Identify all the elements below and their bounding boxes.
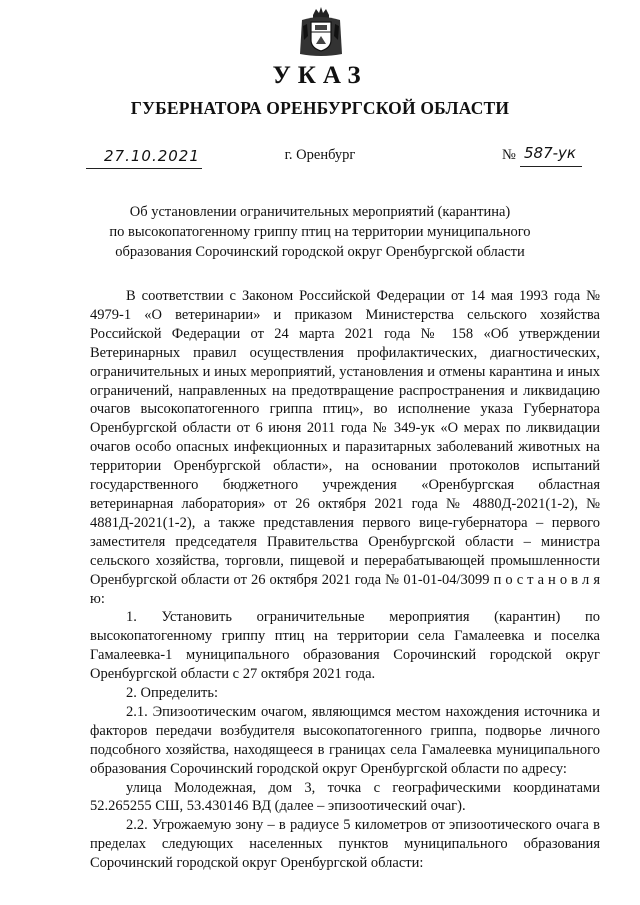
decree-number-label: №	[502, 147, 516, 163]
orenburg-coat-of-arms-icon	[298, 6, 344, 58]
decree-city: г. Оренбург	[284, 147, 356, 163]
clause-1: 1. Установить ограничительные мероприятия (карантин) по высокопатогенному гриппу птиц на территории села Гамалеевка и поселка Гамалеевка-1 муниципального образования Сорочинский городской округ Оренбургской области с 27 октября 2021 года.	[90, 609, 600, 683]
clause-2-1-address: улица Молодежная, дом 3, точка с географическими координатами 52.265255 СШ, 53.430146 ВД (далее – эпизоотический очаг).	[90, 779, 600, 815]
preamble-paragraph: В соответствии с Законом Российской Федерации от 14 мая 1993 года № 4979-1 «О ветеринарии» и приказом Министерства сельского хозяйства Российской Федерации от 24 марта 2021 года № 158 «Об утверждении Ветеринарных правил осуществления профилактических, диагностических, ограничительных и иных мероприятий, установления и отмены карантина и иных ограничений, направленных на предотвращение распространения и ликвидацию очагов высокопатогенного гриппа птиц», во исполнение указа Губернатора Оренбургской области от 6 июня 2011 года № 349-ук «О мерах по ликвидации очагов особо опасных инфекционных и паразитарных заболеваний животных на территории Оренбургской области», на основании протоколов испытаний государственного бюджетного учреждения «Оренбургская областная ветеринарная лаборатория» от 26 октября 2021 года № 4880Д-2021(1-2), № 4881Д-2021(1-2), а также представления первого вице-губернатора – первого заместителя председателя Правительства Оренбургской области – министра сельского хозяйства, торговли, пищевой и перерабатывающей промышленности Оренбургской области от 26 октября 2021 года № 01-01-04/3099 п о с т а н о в л я ю:	[90, 288, 600, 607]
clause-2: 2. Определить:	[126, 685, 219, 702]
document-title: УКАЗ	[272, 62, 368, 89]
number-underline	[520, 166, 582, 167]
document-subtitle: ГУБЕРНАТОРА ОРЕНБУРГСКОЙ ОБЛАСТИ	[130, 98, 510, 118]
date-underline	[86, 168, 202, 169]
decree-body	[90, 287, 600, 873]
decree-subject	[100, 202, 540, 262]
decree-date: 27.10.2021	[104, 147, 200, 165]
clause-2-2: 2.2. Угрожаемую зону – в радиусе 5 километров от эпизоотического очага в пределах следующих населенных пунктов муниципального образования Сорочинский городской округ Оренбургской области:	[90, 817, 600, 872]
subject-line: Об установлении ограничительных мероприятий (карантина)	[129, 204, 511, 220]
subject-line: по высокопатогенному гриппу птиц на территории муниципального	[109, 224, 531, 240]
subject-line: образования Сорочинский городской округ Оренбургской области	[115, 244, 525, 260]
decree-number: 587-ук	[524, 144, 576, 162]
clause-2-1: 2.1. Эпизоотическим очагом, являющимся местом нахождения источника и факторов передачи возбудителя высокопатогенного гриппа, подворье личного подсобного хозяйства, находящееся в границах села Гамалеевка муниципального образования Сорочинский городской округ Оренбургской области по адресу:	[90, 703, 600, 777]
